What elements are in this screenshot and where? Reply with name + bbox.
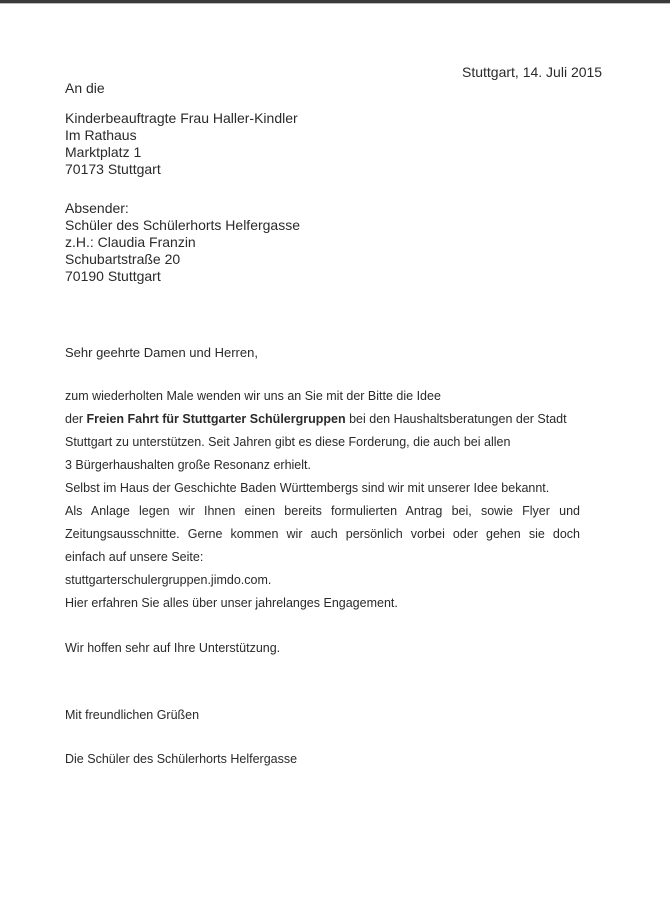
recipient-header: An die [65,80,105,96]
campaign-name: Freien Fahrt für Stuttgarter Schülergruppen [86,412,346,426]
body-text: der [65,412,87,426]
website-text: stuttgarterschulergruppen.jimdo.com. [65,573,272,587]
hope-line: Wir hoffen sehr auf Ihre Unterstützung. [65,641,281,655]
signature: Die Schüler des Schülerhorts Helfergasse [65,752,298,766]
place-date: Stuttgart, 14. Juli 2015 [462,64,603,80]
body-line: Zeitungsausschnitte. Gerne kommen wir auch persönlich vorbei oder gehen sie doch [65,527,580,541]
recipient-line: Marktplatz 1 [65,144,142,160]
sender-line: Schüler des Schülerhorts Helfergasse [65,217,301,233]
body-line: 3 Bürgerhaushalten große Resonanz erhielt. [65,458,311,472]
body-line: Stuttgart zu unterstützen. Seit Jahren gibt es diese Forderung, die auch bei allen [65,435,511,449]
recipient-line: Kinderbeauftragte Frau Haller-Kindler [65,110,298,126]
body-text: bei den Haushaltsberatungen der Stadt [345,412,567,426]
body-line: Selbst im Haus der Geschichte Baden Württembergs sind wir mit unserer Idee bekannt. [65,481,550,495]
sender-line: z.H.: Claudia Franzin [65,234,196,250]
recipient-line: 70173 Stuttgart [65,161,161,177]
sender-label: Absender: [65,200,129,216]
body-line-highlight [65,412,567,426]
body-line: einfach auf unsere Seite: [65,550,204,564]
sender-line: 70190 Stuttgart [65,268,161,284]
recipient-line: Im Rathaus [65,127,137,143]
body-line: Hier erfahren Sie alles über unser jahrelanges Engagement. [65,596,398,610]
body-line: zum wiederholten Male wenden wir uns an Sie mit der Bitte die Idee [65,389,441,403]
sender-line: Schubartstraße 20 [65,251,181,267]
closing: Mit freundlichen Grüßen [65,708,200,722]
scan-edge-shadow [0,3,670,4]
body-line: Als Anlage legen wir Ihnen einen bereits formulierten Antrag bei, sowie Flyer und [65,504,580,518]
salutation: Sehr geehrte Damen und Herren, [65,345,258,360]
